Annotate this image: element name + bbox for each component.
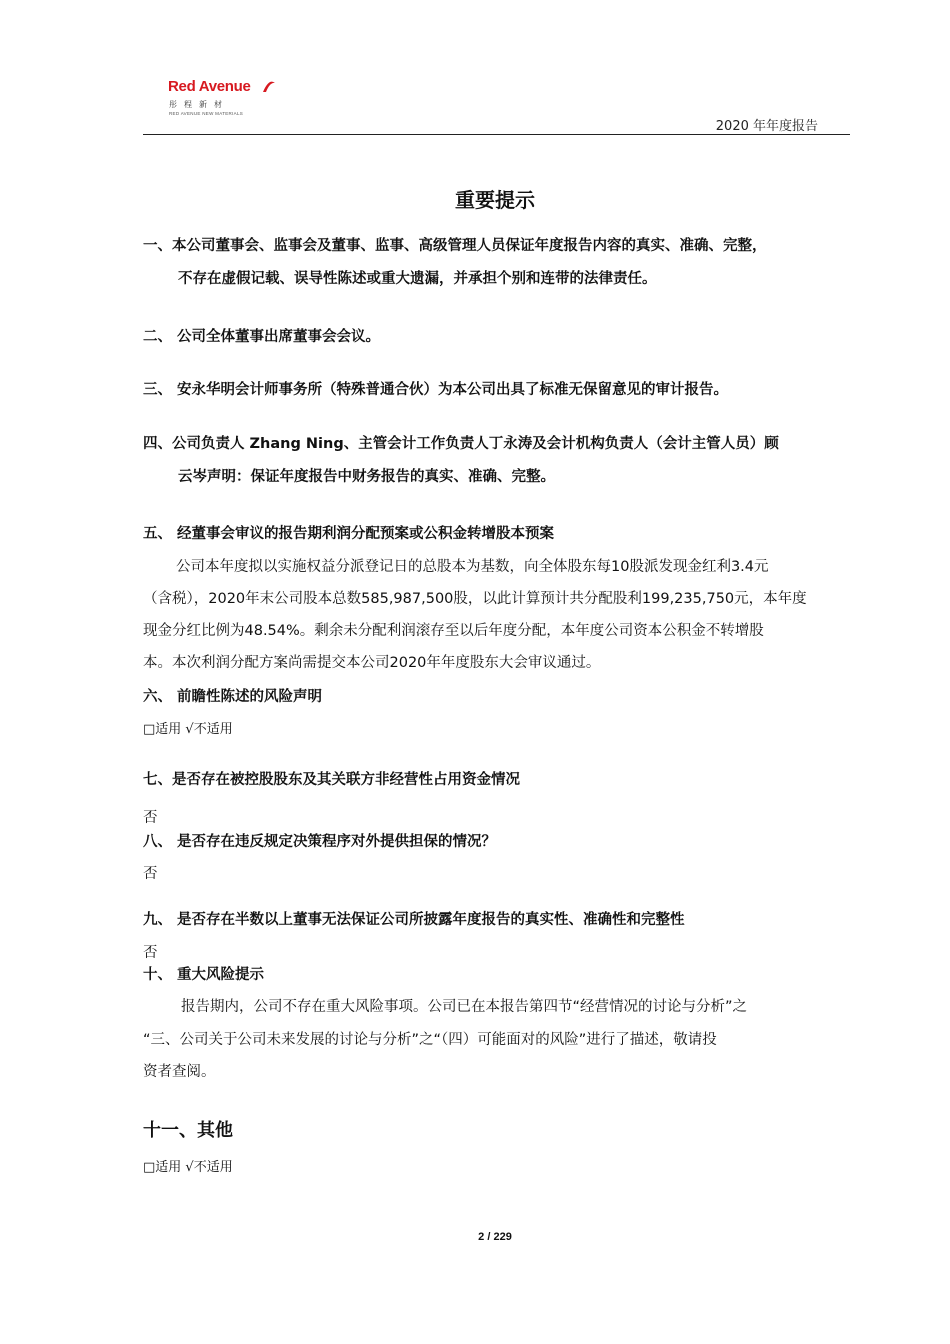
section-5-paragraph-line-1: 公司本年度拟以实施权益分派登记日的总股本为基数，向全体股东每10股派发现金红利3.4元 [176, 559, 769, 575]
page-title: 重要提示 [455, 188, 535, 212]
section-2: 二、 公司全体董事出席董事会会议。 [143, 329, 381, 345]
section-8-heading: 八、 是否存在违反规定决策程序对外提供担保的情况？ [143, 834, 497, 850]
section-6-heading: 六、 前瞻性陈述的风险声明 [143, 689, 323, 705]
section-1-line-1: 一、本公司董事会、监事会及董事、监事、高级管理人员保证年度报告内容的真实、准确、完整， [143, 238, 767, 254]
logo-chinese-name: 彤程新材 [169, 100, 229, 109]
section-5-heading: 五、 经董事会审议的报告期利润分配预案或公积金转增股本预案 [143, 526, 555, 542]
page-number: 2 / 229 [478, 1231, 512, 1243]
section-4-line-2: 云岑声明：保证年度报告中财务报告的真实、准确、完整。 [178, 469, 555, 485]
section-8-answer: 否 [143, 866, 158, 882]
header-divider [143, 134, 850, 135]
section-3: 三、 安永华明会计师事务所（特殊普通合伙）为本公司出具了标准无保留意见的审计报告。 [143, 382, 729, 398]
section-11-heading: 十一、其他 [143, 1120, 233, 1141]
section-6-applicability: □适用 √不适用 [143, 722, 233, 737]
report-year-label: 2020 年年度报告 [715, 119, 818, 134]
logo-swoosh-icon [262, 80, 276, 94]
company-logo [166, 78, 276, 122]
section-5-paragraph-line-4: 本。本次利润分配方案尚需提交本公司2020年年度股东大会审议通过。 [143, 655, 601, 671]
section-10-paragraph-line-1: 报告期内，公司不存在重大风险事项。公司已在本报告第四节“经营情况的讨论与分析”之 [181, 999, 748, 1015]
section-7-answer: 否 [143, 810, 158, 826]
section-10-heading: 十、 重大风险提示 [143, 967, 265, 983]
section-11-applicability: □适用 √不适用 [143, 1160, 233, 1175]
section-4-line-1: 四、公司负责人 Zhang Ning、主管会计工作负责人丁永涛及会计机构负责人（会计主管人员）顾 [143, 436, 779, 452]
logo-english-name: RED AVENUE NEW MATERIALS [169, 111, 244, 116]
section-10-paragraph-line-2: “三、公司关于公司未来发展的讨论与分析”之“（四）可能面对的风险”进行了描述，敬请投 [143, 1032, 717, 1048]
section-5-paragraph-line-2: （含税），2020年末公司股本总数585,987,500股，以此计算预计共分配股利199,235,750元，本年度 [143, 591, 807, 607]
section-10-paragraph-line-3: 资者查阅。 [143, 1064, 216, 1080]
section-1-line-2: 不存在虚假记载、误导性陈述或重大遗漏，并承担个别和连带的法律责任。 [178, 271, 657, 287]
section-9-answer: 否 [143, 945, 158, 961]
section-9-heading: 九、 是否存在半数以上董事无法保证公司所披露年度报告的真实性、准确性和完整性 [143, 912, 685, 928]
section-5-paragraph-line-3: 现金分红比例为48.54%。剩余未分配利润滚存至以后年度分配，本年度公司资本公积金不转增股 [143, 623, 764, 639]
section-7-heading: 七、是否存在被控股股东及其关联方非经营性占用资金情况 [143, 772, 520, 788]
logo-wordmark: Red Avenue [168, 78, 251, 95]
